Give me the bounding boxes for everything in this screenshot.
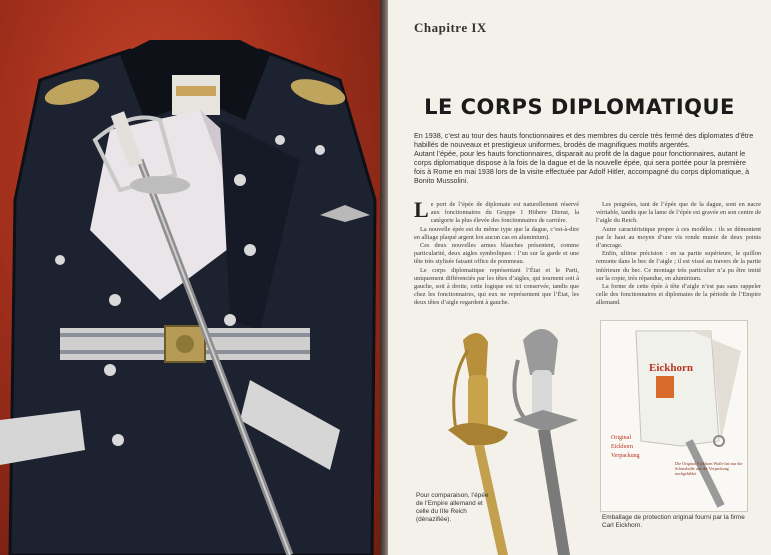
chapter-heading: Chapitre IX: [414, 20, 487, 35]
brand-text: Eickhorn: [649, 362, 694, 374]
body-paragraph: Enfin, ultime précision : en sa partie supérieure, le quillon remonte dans le bec de l’aigle ; il est vissé au travers de la partie inférieure du bec. Ce montage très particulier n’a pu être imité sur la copie, très répandue, en aluminium.: [596, 250, 761, 282]
text-page: [388, 0, 771, 555]
swords-caption: Pour comparaison, l’épée de l’Empire allemand et celle du IIIe Reich (dénazifiée).: [416, 492, 489, 523]
intro-paragraph: Autant l’épée, pour les hauts fonctionnaires, disparait au profit de la dague pour fonctionnaires, autant le corps diplomatique dispose à la fois de la dague et de la nouvelle épée, qui sera portée pour la première fois à Rome en mai 1938 lors de la visite effectuée par Adolf Hitler, accompagné du corps diplomatique, à Bonito Mussolini.: [414, 149, 750, 185]
body-paragraph: [414, 197, 579, 226]
cover-illustration: [601, 321, 747, 511]
body-paragraph: Les poignées, tant de l’épée que de la dague, sont en nacre véritable, tandis que la lame de l’épée est gravée en son centre de l’aigle du Reich.: [596, 201, 761, 225]
drop-cap: L: [414, 197, 429, 222]
cover-caption: Emballage de protection original fourni par la firme Carl Eickhorn.: [602, 514, 745, 529]
body-paragraph: La nouvelle épée est du même type que la dague, c’est-à-dire en alliage plaqué argent lon aucun cas en aluminium).: [414, 225, 579, 241]
label-line: Verpackung: [611, 453, 640, 459]
body-paragraph: La forme de cette épée à tête d’aigle n’est pas sans rappeler celle des fonctionnaires et diplomates de la période de l’Empire allemand.: [596, 283, 761, 307]
body-paragraph: Ces deux nouvelles armes blanches présentent, comme particularité, deux aigles symboliques : l’un sur la garde et une tête très stylisée faisant office de pommeau.: [414, 242, 579, 266]
cover-note: Die Original Eickhorn Waffe hat nur die Schutzhülle aus der Verpackung nachgebildet: [675, 461, 743, 476]
intro-paragraph: En 1938, c’est au tour des hauts fonctionnaires et des membres du cercle très fermé des diplomates d’être habillés de nouveaux et prestigieux uniformes, brodés de magnifiques motifs argentés.: [414, 131, 754, 149]
scabbard-cover-photo: [600, 320, 748, 512]
text-column-right: [596, 201, 761, 308]
label-line: Eickhorn: [611, 444, 633, 450]
intro-paragraphs: [414, 131, 756, 185]
text-column-left: [414, 197, 579, 308]
body-text: e port de l’épée de diplomate est naturellement réservé aux fonctionnaires du Gruppe 1 Höhere Dienst, la catégorie la plus élevée des fonctionnaires de carrière.: [430, 201, 579, 225]
label-line: Original: [611, 435, 631, 441]
page-title: LE CORPS DIPLOMATIQUE: [424, 95, 735, 119]
reich-sword-image: [513, 329, 578, 555]
body-paragraph: Le corps diplomatique représentant l’État et le Parti, uniquement différenciés par les têtes d’aigles, qui tournent soit à gauche, soit à droite, cette logique est ici conservée, tandis que chez les fonctionnaires, qui eux ne représentent que l’État, les deux têtes d’aigle regardent à gauche.: [414, 266, 579, 307]
body-paragraph: Autre caractéristique propre à ces modèles : ils se démontent par le haut au moyen d’une vis ronde munie de deux points d’ancrage.: [596, 225, 761, 250]
